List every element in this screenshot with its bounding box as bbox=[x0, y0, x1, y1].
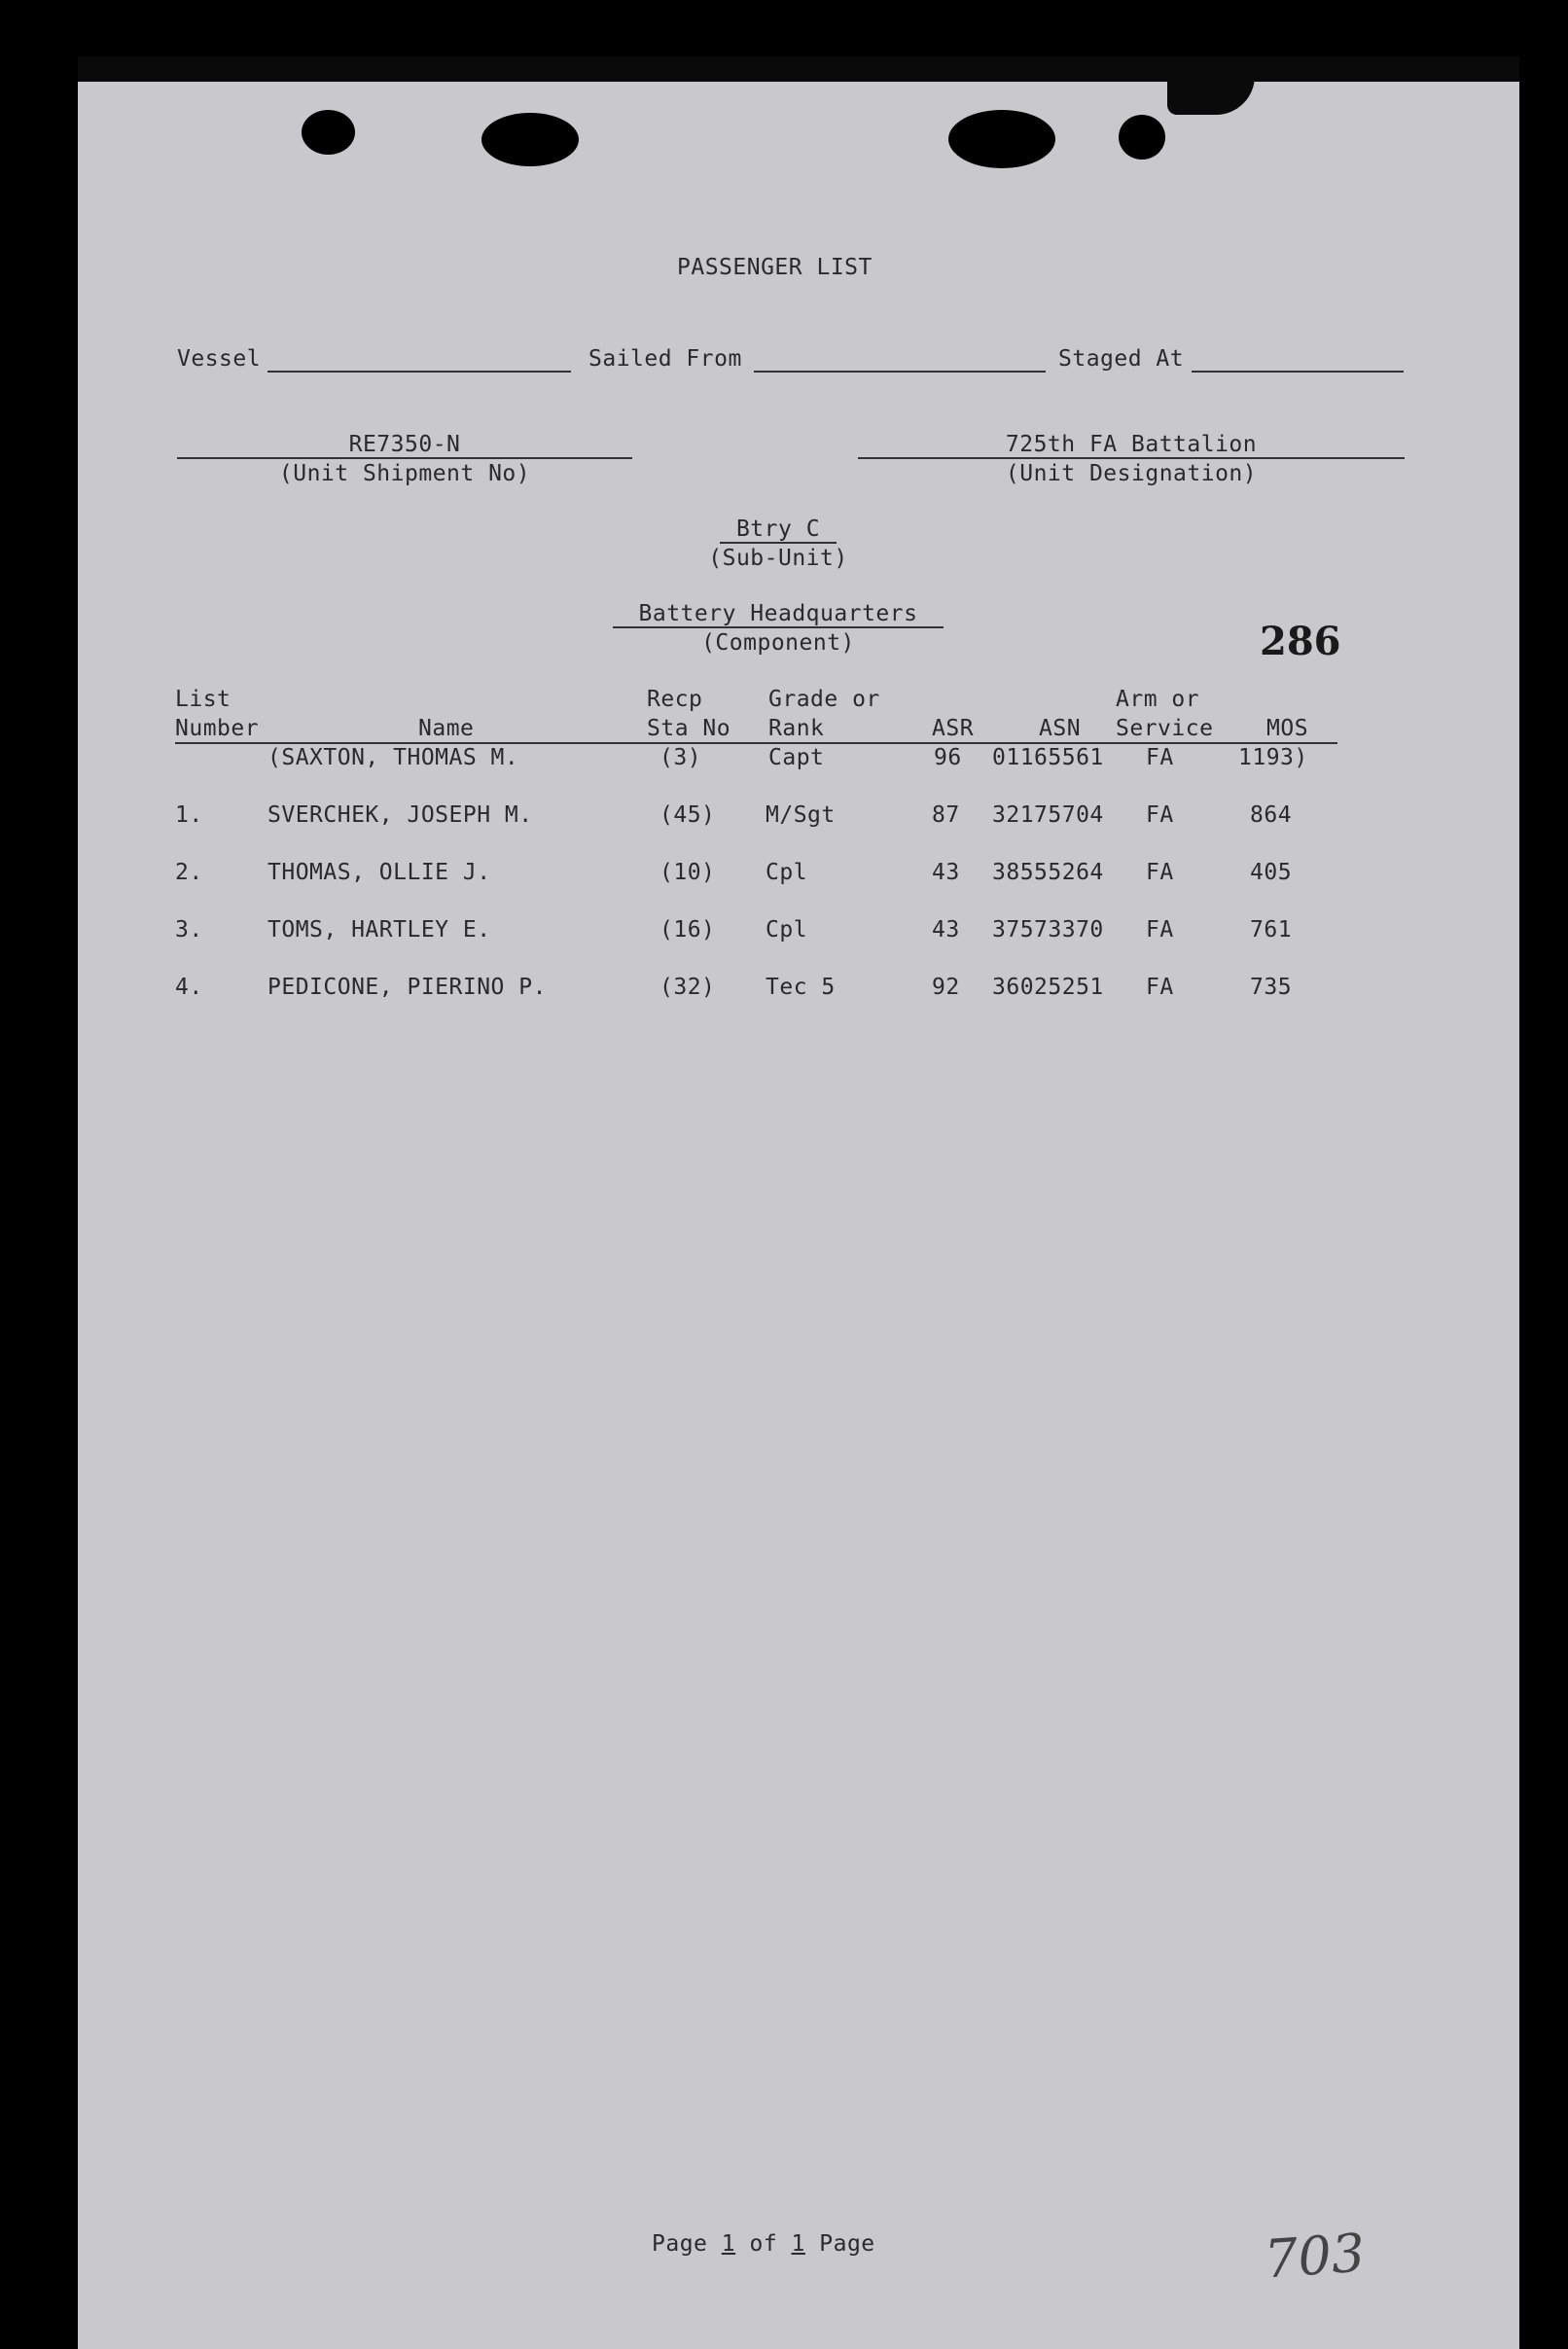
officer-rank: Capt bbox=[768, 745, 825, 770]
row-arm: FA bbox=[1146, 975, 1174, 1000]
punch-hole bbox=[302, 110, 355, 155]
staged-at-line bbox=[1192, 371, 1404, 373]
vessel-label: Vessel bbox=[177, 346, 262, 372]
officer-arm: FA bbox=[1146, 745, 1174, 770]
row-name: PEDICONE, PIERINO P. bbox=[267, 975, 547, 1000]
officer-name: (SAXTON, THOMAS M. bbox=[267, 745, 519, 770]
unit-designation-label: (Unit Designation) bbox=[1005, 461, 1258, 486]
row-asn: 38555264 bbox=[992, 860, 1104, 885]
officer-asr: 96 bbox=[934, 745, 962, 770]
row-rank: Cpl bbox=[766, 917, 808, 943]
row-sta: (10) bbox=[659, 860, 716, 885]
officer-sta: (3) bbox=[659, 745, 702, 770]
page-title: PASSENGER LIST bbox=[677, 255, 873, 280]
row-asr: 43 bbox=[932, 860, 960, 885]
punch-hole bbox=[481, 113, 579, 166]
page-footer bbox=[652, 2231, 875, 2257]
row-number: 4. bbox=[175, 975, 203, 1000]
pages-label: Page bbox=[819, 2231, 875, 2257]
sailed-from-line bbox=[754, 371, 1046, 373]
row-asr: 43 bbox=[932, 917, 960, 943]
staged-at-label: Staged At bbox=[1058, 346, 1185, 372]
col-service: Service bbox=[1116, 716, 1214, 741]
col-rank: Rank bbox=[768, 716, 825, 741]
document-sheet bbox=[78, 56, 1519, 2349]
row-arm: FA bbox=[1146, 802, 1174, 828]
row-name: THOMAS, OLLIE J. bbox=[267, 860, 491, 885]
row-rank: Cpl bbox=[766, 860, 808, 885]
row-sta: (16) bbox=[659, 917, 716, 943]
page-total: 1 bbox=[791, 2231, 805, 2257]
unit-shipment-line bbox=[177, 457, 632, 459]
unit-designation-value: 725th FA Battalion bbox=[1005, 432, 1258, 457]
sub-unit-value: Btry C bbox=[735, 516, 821, 542]
row-sta: (32) bbox=[659, 975, 716, 1000]
col-recp: Recp bbox=[647, 687, 703, 712]
component-value: Battery Headquarters bbox=[638, 601, 918, 626]
torn-edge bbox=[78, 56, 1519, 82]
unit-shipment-value: RE7350-N bbox=[348, 432, 461, 457]
row-arm: FA bbox=[1146, 860, 1174, 885]
col-asr: ASR bbox=[932, 716, 975, 741]
col-sta-no: Sta No bbox=[647, 716, 731, 741]
row-mos: 864 bbox=[1250, 802, 1293, 828]
col-mos: MOS bbox=[1266, 716, 1309, 741]
col-number: Number bbox=[175, 716, 260, 741]
row-name: SVERCHEK, JOSEPH M. bbox=[267, 802, 533, 828]
sailed-from-label: Sailed From bbox=[588, 346, 742, 372]
unit-designation-line bbox=[858, 457, 1405, 459]
punch-hole bbox=[1119, 115, 1165, 160]
row-name: TOMS, HARTLEY E. bbox=[267, 917, 491, 943]
officer-mos: 1193) bbox=[1238, 745, 1308, 770]
row-number: 2. bbox=[175, 860, 203, 885]
handwritten-number: 703 bbox=[1262, 2222, 1368, 2291]
page-label: Page bbox=[652, 2231, 708, 2257]
row-sta: (45) bbox=[659, 802, 716, 828]
col-list: List bbox=[175, 687, 232, 712]
row-number: 1. bbox=[175, 802, 203, 828]
row-mos: 735 bbox=[1250, 975, 1293, 1000]
col-asn: ASN bbox=[1039, 716, 1082, 741]
component-line bbox=[613, 626, 944, 628]
row-mos: 761 bbox=[1250, 917, 1293, 943]
row-asn: 37573370 bbox=[992, 917, 1104, 943]
torn-edge bbox=[1167, 56, 1255, 115]
row-rank: M/Sgt bbox=[766, 802, 836, 828]
page-number: 1 bbox=[721, 2231, 736, 2257]
stamp-number: 286 bbox=[1260, 619, 1341, 664]
row-asn: 32175704 bbox=[992, 802, 1104, 828]
row-asr: 92 bbox=[932, 975, 960, 1000]
col-name: Name bbox=[418, 716, 475, 741]
header-rule bbox=[175, 742, 1337, 744]
row-number: 3. bbox=[175, 917, 203, 943]
component-label: (Component) bbox=[701, 630, 855, 656]
row-mos: 405 bbox=[1250, 860, 1293, 885]
officer-asn: 01165561 bbox=[992, 745, 1104, 770]
of-label: of bbox=[749, 2231, 778, 2257]
row-arm: FA bbox=[1146, 917, 1174, 943]
col-arm-or: Arm or bbox=[1116, 687, 1200, 712]
sub-unit-line bbox=[720, 542, 837, 544]
row-asr: 87 bbox=[932, 802, 960, 828]
unit-shipment-label: (Unit Shipment No) bbox=[278, 461, 531, 486]
punch-hole bbox=[948, 110, 1055, 168]
sub-unit-label: (Sub-Unit) bbox=[708, 546, 848, 571]
col-grade-or: Grade or bbox=[768, 687, 880, 712]
vessel-line bbox=[267, 371, 571, 373]
row-asn: 36025251 bbox=[992, 975, 1104, 1000]
row-rank: Tec 5 bbox=[766, 975, 836, 1000]
